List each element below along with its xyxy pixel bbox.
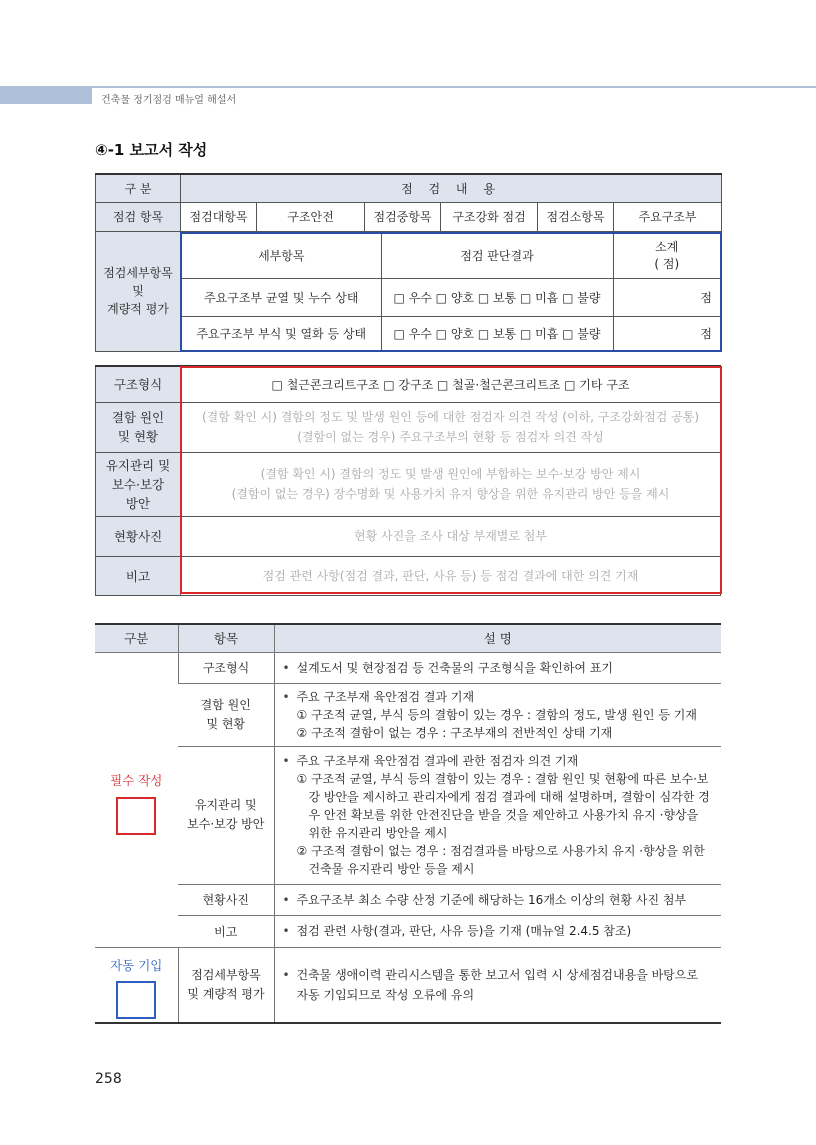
item-photos: 현황사진: [178, 884, 274, 915]
required-label: 필수 작성: [110, 772, 163, 788]
label-structure-type: 구조형식: [96, 366, 181, 402]
item-maintenance-plan: 유지관리 및 보수·보강 방안: [178, 746, 274, 884]
field-description-table: [95, 623, 721, 1024]
header-content: 점 검 내 용: [181, 174, 722, 202]
item-remarks: 비고: [178, 915, 274, 947]
label-remarks: 비고: [96, 556, 181, 595]
detail-item-crack: 주요구조부 균열 및 누수 상태: [182, 278, 381, 316]
section-title: ④-1 보고서 작성: [95, 141, 208, 159]
col-header-item: 항목: [178, 624, 274, 652]
middle-item-value: 구조강화 점검: [441, 202, 538, 231]
desc-maintenance-plan-sub-2: ② 구조적 결함이 없는 경우 : 점검결과를 바탕으로 사용가치 유지 ·향상을 위한 건축물 유지관리 방안 등을 제시: [296, 844, 705, 876]
minor-item-value: 주요구조부: [614, 202, 722, 231]
label-maintenance-plan: 유지관리 및 보수·보강 방안: [96, 452, 181, 516]
header-band: [0, 86, 92, 104]
desc-maintenance-plan-sub-1: ① 구조적 균열, 부식 등의 결함이 있는 경우 : 결함 원인 및 현황에 따른 보수·보강 방안을 제시하고 관리자에게 점검 결과에 대해 설명하며, 결함이 심각한 경우 안전 확보를 위한 안전진단을 받을 것을 제안하고 사용가치 유지 ·향상을 위한 유지관리 방안을 제시: [296, 772, 710, 840]
minor-item-label: 점검소항목: [538, 202, 614, 231]
blue-square-icon: [116, 981, 156, 1019]
desc-remarks: • 점검 관련 사항(결과, 판단, 사유 등)을 기재 (매뉴얼 2.4.5 참조): [283, 922, 714, 940]
judgement-options-corrosion[interactable]: □ 우수 □ 양호 □ 보통 □ 미흡 □ 불량: [381, 316, 613, 350]
photos-guide[interactable]: 현황 사진을 조사 대상 부재별로 첨부: [181, 516, 721, 556]
header-category: 구 분: [96, 174, 181, 202]
structure-type-options[interactable]: □ 철근콘크리트구조 □ 강구조 □ 철골·철근콘크리트조 □ 기타 구조: [181, 366, 721, 402]
item-structure-type: 구조형식: [178, 652, 274, 683]
maintenance-plan-guide[interactable]: (결함 확인 시) 결함의 정도 및 발생 원인에 부합하는 보수·보강 방안 제시 (결함이 없는 경우) 장수명화 및 사용가치 유지 향상을 위한 유지관리 방안 등을 제시: [181, 452, 721, 516]
defect-cause-guide[interactable]: (결함 확인 시) 결함의 정도 및 발생 원인 등에 대한 점검자 의견 작성 (이하, 구조강화점검 공통) (결함이 없는 경우) 주요구조부의 현황 등 점검자 의견 작성: [181, 402, 721, 452]
remarks-guide[interactable]: 점검 관련 사항(점검 결과, 판단, 사유 등) 등 점검 결과에 대한 의견 기재: [181, 556, 721, 595]
subheader-judgement: 점검 판단결과: [381, 234, 613, 278]
detail-item-corrosion: 주요구조부 부식 및 열화 등 상태: [182, 316, 381, 350]
desc-defect-cause-sub-1: ① 구조적 균열, 부식 등의 결함이 있는 경우 : 결함의 정도, 발생 원인 등 기재: [296, 707, 697, 722]
label-photos: 현황사진: [96, 516, 181, 556]
item-eval: 점검세부항목 및 계량적 평가: [178, 947, 274, 1023]
subheader-detail-item: 세부항목: [182, 234, 381, 278]
report-form-table: [95, 365, 721, 596]
major-item-value: 구조안전: [257, 202, 365, 231]
judgement-options-crack[interactable]: □ 우수 □ 양호 □ 보통 □ 미흡 □ 불량: [381, 278, 613, 316]
score-unit-crack: 점: [613, 278, 720, 316]
eval-label: 점검세부항목 및 계량적 평가: [96, 231, 181, 351]
middle-item-label: 점검중항목: [365, 202, 441, 231]
required-category: [95, 652, 178, 947]
col-header-description: 설 명: [274, 624, 721, 652]
item-defect-cause: 결함 원인 및 현황: [178, 683, 274, 746]
label-defect-cause: 결함 원인 및 현황: [96, 402, 181, 452]
desc-defect-cause-sub-2: ② 구조적 결함이 없는 경우 : 구조부재의 전반적인 상태 기재: [296, 725, 613, 740]
detail-eval-box: [180, 232, 722, 352]
col-header-category: 구분: [95, 624, 178, 652]
desc-maintenance-plan: • 주요 구조부재 육안점검 결과에 관한 점검자 의견 기재: [283, 752, 714, 770]
desc-structure-type: • 설계도서 및 현장점검 등 건축물의 구조형식을 확인하여 표기: [283, 659, 714, 677]
page-number: 258: [95, 1071, 122, 1087]
red-square-icon: [116, 797, 156, 835]
running-title: 건축물 정기점검 매뉴얼 해설서: [101, 95, 237, 106]
desc-defect-cause: • 주요 구조부재 육안점검 결과 기재: [283, 688, 714, 706]
header-rule: [92, 86, 816, 88]
desc-eval: • 건축물 생애이력 관리시스템을 통한 보고서 입력 시 상세점검내용을 바탕으로 자동 기입되므로 작성 오류에 유의: [283, 965, 714, 1005]
auto-label: 자동 기입: [110, 957, 163, 973]
subheader-subtotal: 소계 ( 점): [613, 234, 720, 278]
score-unit-corrosion: 점: [613, 316, 720, 350]
row-label-inspection-item: 점검 항목: [96, 202, 181, 231]
desc-photos: • 주요구조부 최소 수량 산정 기준에 해당하는 16개소 이상의 현황 사진 첨부: [283, 891, 714, 909]
major-item-label: 점검대항목: [181, 202, 257, 231]
auto-category: [95, 947, 178, 1023]
